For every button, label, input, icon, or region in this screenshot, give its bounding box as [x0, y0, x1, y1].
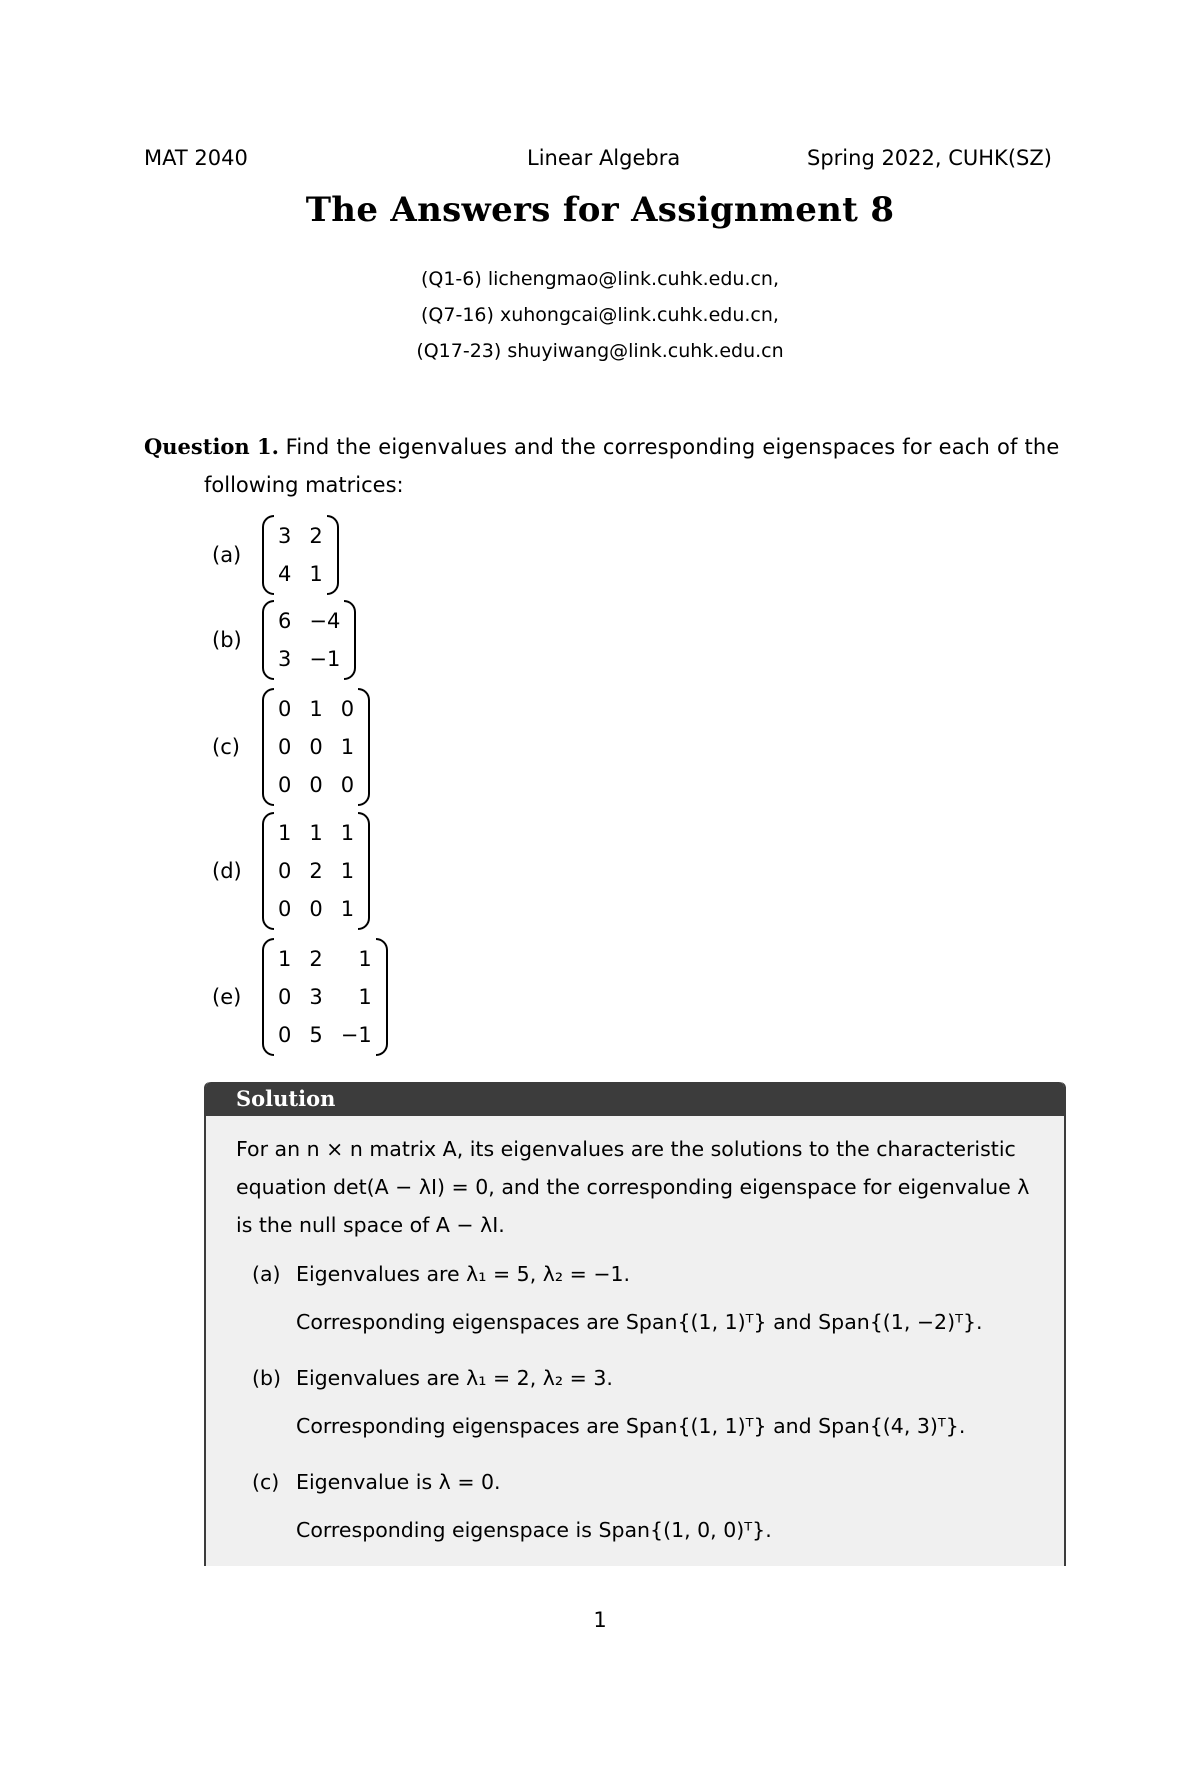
matrix-cell: 1 — [278, 821, 292, 845]
right-parenthesis — [376, 938, 388, 1056]
item-eigenvalues: Eigenvalue is λ = 0. — [296, 1470, 501, 1494]
solution-item-a — [252, 1262, 630, 1286]
contact-line: (Q1-6) lichengmao@link.cuhk.edu.cn, — [420, 268, 780, 290]
intro-line: For an n × n matrix A, its eigenvalues are the solutions to the characteristic — [236, 1137, 1016, 1161]
contact-line: (Q17-23) shuyiwang@link.cuhk.edu.cn — [416, 340, 784, 362]
matrix-cell: 0 — [278, 897, 292, 921]
matrix-cell: 0 — [278, 1023, 292, 1047]
header-subject: Linear Algebra — [527, 146, 681, 170]
matrix-cell: 2 — [309, 947, 323, 971]
solution-eigenspace-b: Corresponding eigenspaces are Span{(1, 1)ᵀ} and Span{(4, 3)ᵀ}. — [296, 1414, 966, 1438]
matrix-cell: 0 — [340, 773, 355, 797]
left-parenthesis — [262, 938, 274, 1056]
header-course: MAT 2040 — [144, 146, 248, 170]
question-text: Find the eigenvalues and the corresponding eigenspaces for each of the — [285, 435, 1060, 459]
solution-intro — [236, 1130, 1046, 1244]
contact-line: (Q7-16) xuhongcai@link.cuhk.edu.cn, — [421, 304, 779, 326]
matrix-cell: 1 — [340, 821, 355, 845]
matrix-cell: −1 — [340, 1023, 372, 1047]
matrix-cell: 1 — [309, 821, 323, 845]
question-1 — [144, 428, 1064, 504]
item-label: (a) — [252, 1262, 281, 1286]
matrix-label: (e) — [212, 985, 242, 1009]
matrix-label: (b) — [212, 628, 242, 652]
matrix-cell: 0 — [340, 697, 355, 721]
matrix-cell: −4 — [309, 609, 341, 633]
page-number: 1 — [593, 1608, 607, 1632]
solution-eigenspace-c: Corresponding eigenspace is Span{(1, 0, 0)ᵀ}. — [296, 1518, 772, 1542]
matrix-cell: −1 — [309, 647, 341, 671]
matrix-cell: 6 — [278, 609, 292, 633]
item-eigenvalues: Eigenvalues are λ₁ = 5, λ₂ = −1. — [296, 1262, 631, 1286]
matrix-cell: 1 — [340, 735, 355, 759]
matrix-cell: 0 — [278, 697, 292, 721]
matrix-cell: 1 — [358, 947, 372, 971]
matrix-item — [212, 938, 388, 1056]
solution-item-c — [252, 1470, 501, 1494]
left-parenthesis — [262, 688, 274, 806]
right-parenthesis — [358, 812, 370, 930]
question-text-cont: following matrices: — [204, 473, 404, 497]
matrix-cell: 1 — [340, 897, 355, 921]
matrix-cell: 0 — [278, 773, 292, 797]
matrix-cell: 1 — [309, 697, 323, 721]
matrix — [262, 600, 356, 680]
matrix-cell: 0 — [309, 735, 323, 759]
right-parenthesis — [358, 688, 370, 806]
solution-item-b — [252, 1366, 613, 1390]
matrix-cell: 0 — [309, 773, 323, 797]
matrix-cell: 4 — [278, 562, 292, 586]
matrix-cell: 0 — [309, 897, 323, 921]
matrix-item — [212, 515, 339, 595]
matrix — [262, 938, 388, 1056]
intro-line: equation det(A − λI) = 0, and the corresponding eigenspace for eigenvalue λ — [236, 1175, 1030, 1199]
matrix-item — [212, 600, 356, 680]
matrix-cell: 1 — [358, 985, 372, 1009]
page-bottom-margin — [0, 1566, 1200, 1766]
item-label: (c) — [252, 1470, 280, 1494]
intro-line: is the null space of A − λI. — [236, 1213, 505, 1237]
matrix — [262, 812, 370, 930]
matrix-cell: 5 — [309, 1023, 323, 1047]
left-parenthesis — [262, 600, 274, 680]
document-title: The Answers for Assignment 8 — [305, 190, 895, 230]
matrix-cell: 1 — [309, 562, 323, 586]
right-parenthesis — [327, 515, 339, 595]
matrix-cell: 2 — [309, 859, 323, 883]
right-parenthesis — [344, 600, 356, 680]
matrix-item — [212, 688, 370, 806]
matrix-cell: 3 — [278, 647, 292, 671]
solution-eigenspace-a: Corresponding eigenspaces are Span{(1, 1)ᵀ} and Span{(1, −2)ᵀ}. — [296, 1310, 983, 1334]
matrix-cell: 3 — [278, 524, 292, 548]
matrix-cell: 0 — [278, 859, 292, 883]
matrix-cell: 0 — [278, 735, 292, 759]
matrix-cell: 1 — [340, 859, 355, 883]
matrix-item — [212, 812, 370, 930]
left-parenthesis — [262, 515, 274, 595]
matrix-cell: 2 — [309, 524, 323, 548]
matrix-label: (a) — [212, 543, 242, 567]
matrix-cell: 0 — [278, 985, 292, 1009]
matrix-cell: 3 — [309, 985, 323, 1009]
solution-heading: Solution — [206, 1082, 1064, 1116]
item-label: (b) — [252, 1366, 282, 1390]
item-eigenvalues: Eigenvalues are λ₁ = 2, λ₂ = 3. — [296, 1366, 613, 1390]
header-term: Spring 2022, CUHK(SZ) — [807, 146, 1052, 170]
matrix-label: (d) — [212, 859, 242, 883]
left-parenthesis — [262, 812, 274, 930]
matrix-cell: 1 — [278, 947, 292, 971]
matrix-label: (c) — [212, 735, 240, 759]
question-label: Question 1. — [144, 434, 279, 459]
matrix — [262, 515, 339, 595]
matrix — [262, 688, 370, 806]
